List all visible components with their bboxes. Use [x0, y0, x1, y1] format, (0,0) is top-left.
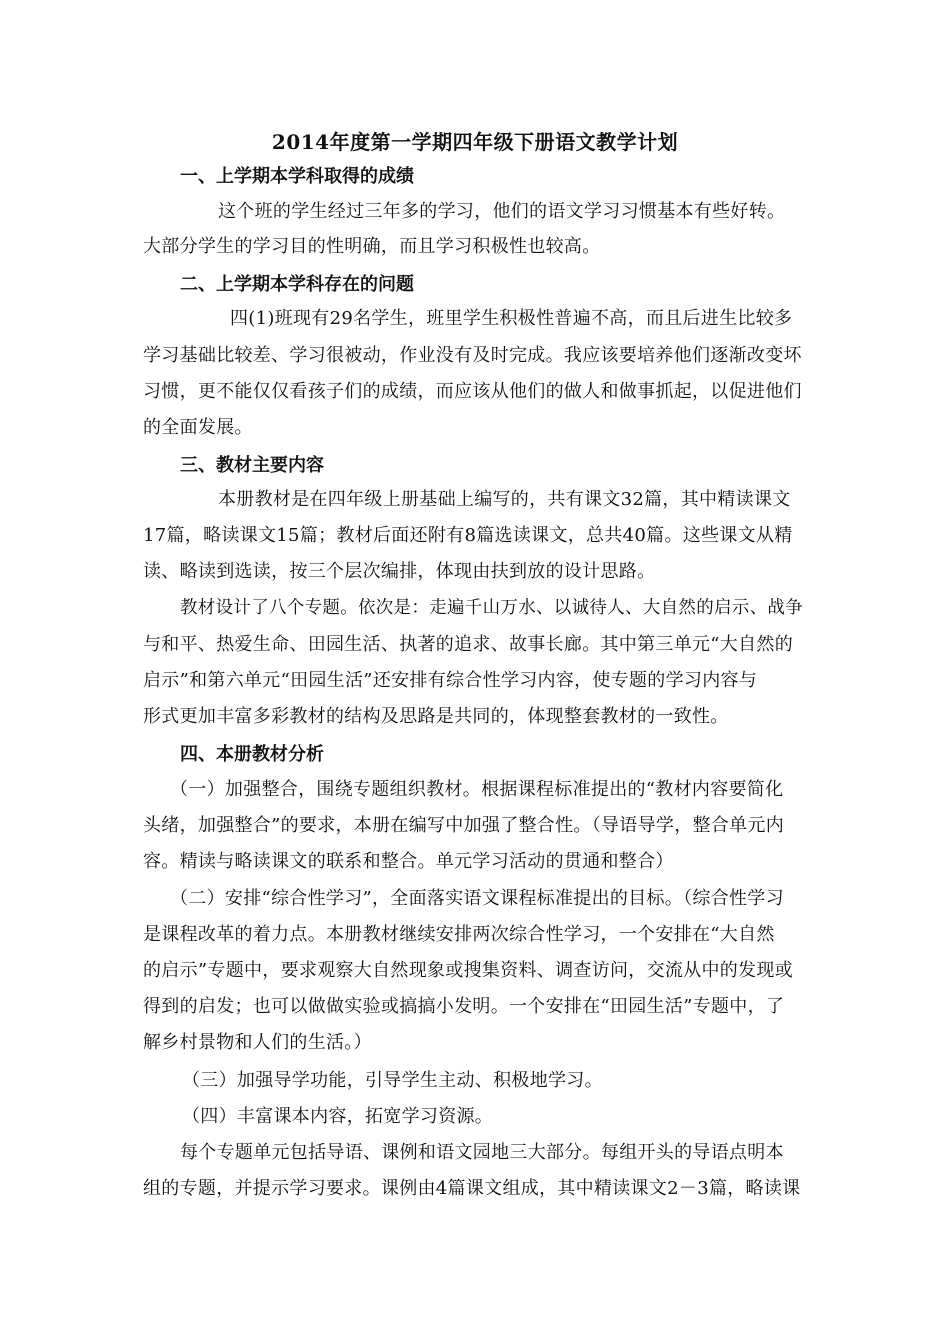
paragraph-line: 教材设计了八个专题。依次是：走遍千山万水、以诚待人、大自然的启示、战争: [180, 598, 803, 618]
paragraph-line: 这个班的学生经过三年多的学习，他们的语文学习习惯基本有些好转。: [218, 201, 786, 222]
paragraph-line: 形式更加丰富多彩教材的结构及思路是共同的，体现整套教材的一致性。: [143, 706, 729, 727]
paragraph-line: 的全面发展。: [143, 417, 253, 438]
page-title: 2014年度第一学期四年级下册语文教学计划: [271, 130, 679, 154]
paragraph-line: 是课程改革的着力点。本册教材继续安排两次综合性学习，一个安排在“大自然: [143, 924, 775, 945]
paragraph-line: （四）丰富课本内容，拓宽学习资源。: [182, 1106, 494, 1127]
heading-analysis: 四、本册教材分析: [180, 744, 324, 765]
paragraph-line: 每个专题单元包括导语、课例和语文园地三大部分。每组开头的导语点明本: [180, 1142, 784, 1163]
heading-content: 三、教材主要内容: [180, 455, 324, 476]
paragraph-line: 读、略读到选读，按三个层次编排，体现由扶到放的设计思路。: [143, 561, 656, 582]
heading-problems: 二、上学期本学科存在的问题: [180, 274, 414, 295]
paragraph-line: 大部分学生的学习目的性明确，而且学习积极性也较高。: [143, 236, 601, 257]
paragraph-line: 17篇，略读课文15篇；教材后面还附有8篇选读课文，总共40篇。这些课文从精: [143, 525, 793, 546]
paragraph-line: 得到的启发；也可以做做实验或搞搞小发明。一个安排在“田园生活”专题中，了: [143, 996, 785, 1017]
paragraph-line: （一）加强整合，围绕专题组织教材。根据课程标准提出的“教材内容要简化: [170, 779, 784, 800]
paragraph-line: 的启示”专题中，要求观察大自然现象或搜集资料、调查访问，交流从中的发现或: [143, 960, 793, 981]
paragraph-line: 与和平、热爱生命、田园生活、执著的追求、故事长廊。其中第三单元“大自然的: [143, 634, 793, 655]
paragraph-line: 习惯，更不能仅仅看孩子们的成绩，而应该从他们的做人和做事抓起，以促进他们: [143, 381, 802, 402]
paragraph-line: 解乡村景物和人们的生活。）: [143, 1032, 372, 1053]
heading-achievements: 一、上学期本学科取得的成绩: [180, 166, 414, 187]
paragraph-line: 启示”和第六单元“田园生活”还安排有综合性学习内容，使专题的学习内容与: [143, 670, 758, 691]
paragraph-line: 头绪，加强整合”的要求，本册在编写中加强了整合性。（导语导学，整合单元内: [143, 815, 784, 836]
paragraph-line: （三）加强导学功能，引导学生主动、积极地学习。: [182, 1070, 603, 1091]
paragraph-line: 四(1)班现有29名学生，班里学生积极性普遍不高，而且后进生比较多: [230, 308, 793, 329]
paragraph-line: 容。精读与略读课文的联系和整合。单元学习活动的贯通和整合）: [143, 851, 674, 872]
paragraph-line: 学习基础比较差、学习很被动，作业没有及时完成。我应该要培养他们逐渐改变坏: [143, 345, 802, 366]
paragraph-line: 组的专题，并提示学习要求。课例由4篇课文组成，其中精读课文2－3篇，略读课: [143, 1178, 801, 1199]
paragraph-line: （二）安排“综合性学习”，全面落实语文课程标准提出的目标。（综合性学习: [170, 888, 784, 909]
paragraph-line: 本册教材是在四年级上册基础上编写的，共有课文32篇，其中精读课文: [218, 489, 791, 510]
